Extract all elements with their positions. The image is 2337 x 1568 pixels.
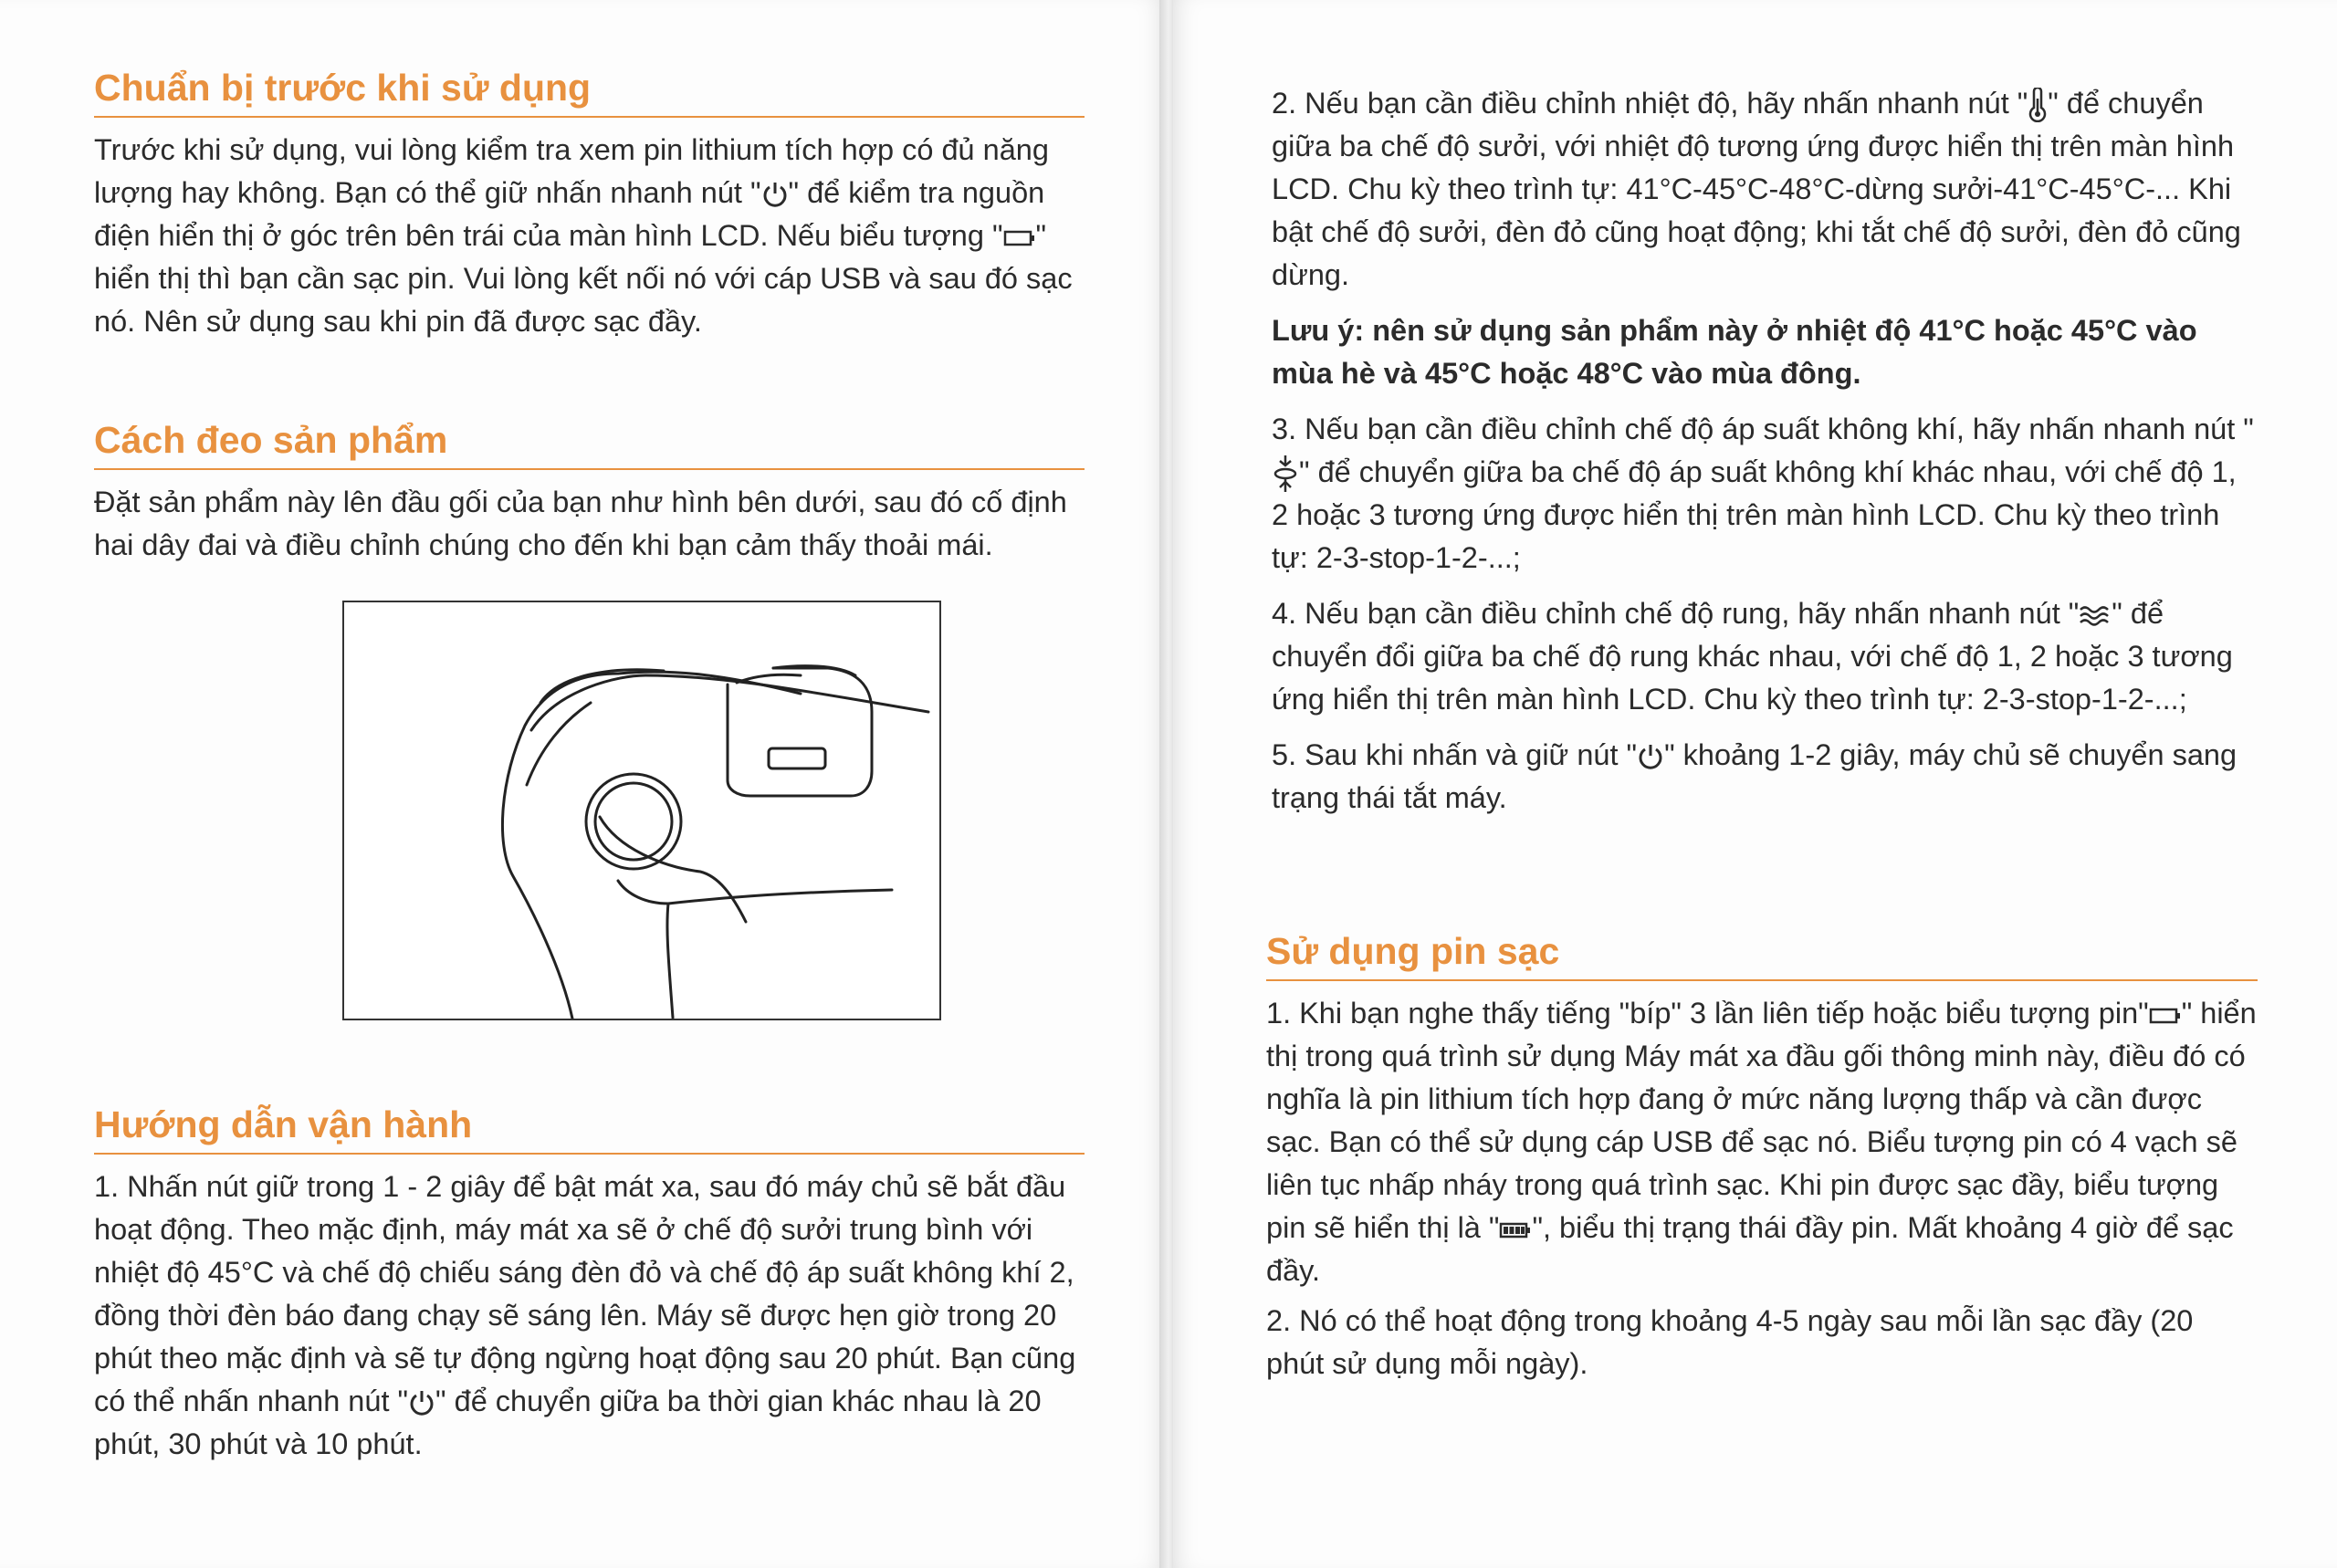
note-temperature: Lưu ý: nên sử dụng sản phẩm này ở nhiệt độ 41°C hoặc 45°C vào mùa hè và 45°C hoặc 48°C vào mùa đông. [1272, 314, 2197, 390]
section-prepare [94, 66, 1085, 343]
battery-item-1: 1. Khi bạn nghe thấy tiếng "bíp" 3 lần liên tiếp hoặc biểu tượng pin" " hiển thị trong quá trình sử dụng Máy mát xa đầu gối thông minh này, điều đó có nghĩa là pin lithium tích hợp đang ở mức năng lượng thấp và cần được sạc. Bạn có thể sử dụng cáp USB để sạc nó. Biểu tượng pin có 4 vạch sẽ liên tục nhấp nháy trong quá trình sạc. Khi pin được sạc đầy, biểu tượng pin sẽ hiển thị là " ", biểu thị trạng thái đầy pin. Mất khoảng 4 giờ để sạc đầy. [1266, 997, 2257, 1288]
right-page [1173, 0, 2337, 1568]
heading-operate: Hướng dẫn vận hành [94, 1103, 1085, 1155]
power-icon [761, 181, 789, 210]
section-battery [1266, 929, 2258, 1385]
left-page [0, 0, 1164, 1568]
battery-empty-icon [2149, 1007, 2182, 1025]
operate-item-4: 4. Nếu bạn cần điều chỉnh chế độ rung, hãy nhấn nhanh nút " " để chuyển đổi giữa ba chế độ rung khác nhau, với chế độ 1, 2 hoặc 3 tương ứng hiển thị trên màn hình LCD. Chu kỳ theo trình tự: 2-3-stop-1-2-...; [1272, 597, 2233, 716]
operate-continued [1272, 82, 2258, 832]
heading-prepare: Chuẩn bị trước khi sử dụng [94, 66, 1085, 118]
prepare-text: Trước khi sử dụng, vui lòng kiểm tra xem pin lithium tích hợp có đủ năng lượng hay không. Bạn có thể giữ nhấn nhanh nút " " để kiểm tra nguồn điện hiển thị ở góc trên bên trái của màn hình LCD. Nếu biểu tượng " " hiển thị thì bạn cần sạc pin. Vui lòng kết nối nó với cáp USB và sau đó sạc nó. Nên sử dụng sau khi pin đã được sạc đầy. [94, 133, 1073, 339]
wear-text: Đặt sản phẩm này lên đầu gối của bạn như hình bên dưới, sau đó cố định hai dây đai và điều chỉnh chúng cho đến khi bạn cảm thấy thoải mái. [94, 486, 1067, 562]
battery-item-2: 2. Nó có thể hoạt động trong khoảng 4-5 ngày sau mỗi lần sạc đầy (20 phút sử dụng mỗi ngày). [1266, 1304, 2194, 1381]
knee-drawing [344, 602, 939, 1019]
battery-empty-icon [1003, 229, 1036, 247]
vibration-icon [2079, 604, 2112, 628]
power-icon [1637, 743, 1664, 772]
knee-illustration [342, 601, 941, 1020]
section-operate [94, 1103, 1085, 1466]
battery-full-icon [1499, 1221, 1532, 1239]
operate-item-2: 2. Nếu bạn cần điều chỉnh nhiệt độ, hãy nhấn nhanh nút " " để chuyển giữa ba chế độ sưởi, với nhiệt độ tương ứng được hiển thị trên màn hình LCD. Chu kỳ theo trình tự: 41°C-45°C-48°C-dừng sưởi-41°C-45°C-... Khi bật chế độ sưởi, đèn đỏ cũng hoạt động; khi tắt chế độ sưởi, đèn đỏ cũng dừng. [1272, 87, 2241, 291]
air-pressure-icon [1272, 454, 1299, 494]
power-icon [408, 1389, 435, 1418]
operate-text: 1. Nhấn nút giữ trong 1 - 2 giây để bật mát xa, sau đó máy chủ sẽ bắt đầu hoạt động. Theo mặc định, máy mát xa sẽ ở chế độ sưởi trung bình với nhiệt độ 45°C và chế độ chiếu sáng đèn đỏ và chế độ áp suất không khí 2, đồng thời đèn báo đang chạy sẽ sáng lên. Máy sẽ được hẹn giờ trong 20 phút theo mặc định và sẽ tự động ngừng hoạt động sau 20 phút. Bạn cũng có thể nhấn nhanh nút " " để chuyển giữa ba thời gian khác nhau là 20 phút, 30 phút và 10 phút. [94, 1170, 1076, 1461]
heading-wear: Cách đeo sản phẩm [94, 418, 1085, 470]
heading-battery: Sử dụng pin sạc [1266, 929, 2258, 981]
operate-item-5: 5. Sau khi nhấn và giữ nút " " khoảng 1-2 giây, máy chủ sẽ chuyển sang trạng thái tắt máy. [1272, 738, 2237, 815]
operate-item-3: 3. Nếu bạn cần điều chỉnh chế độ áp suất không khí, hãy nhấn nhanh nút "" để chuyển giữa ba chế độ áp suất không khí khác nhau, với chế độ 1, 2 hoặc 3 tương ứng được hiển thị trên màn hình LCD. Chu kỳ theo trình tự: 2-3-stop-1-2-...; [1272, 413, 2254, 575]
section-wear [94, 418, 1085, 567]
thermometer-icon [2028, 88, 2048, 122]
